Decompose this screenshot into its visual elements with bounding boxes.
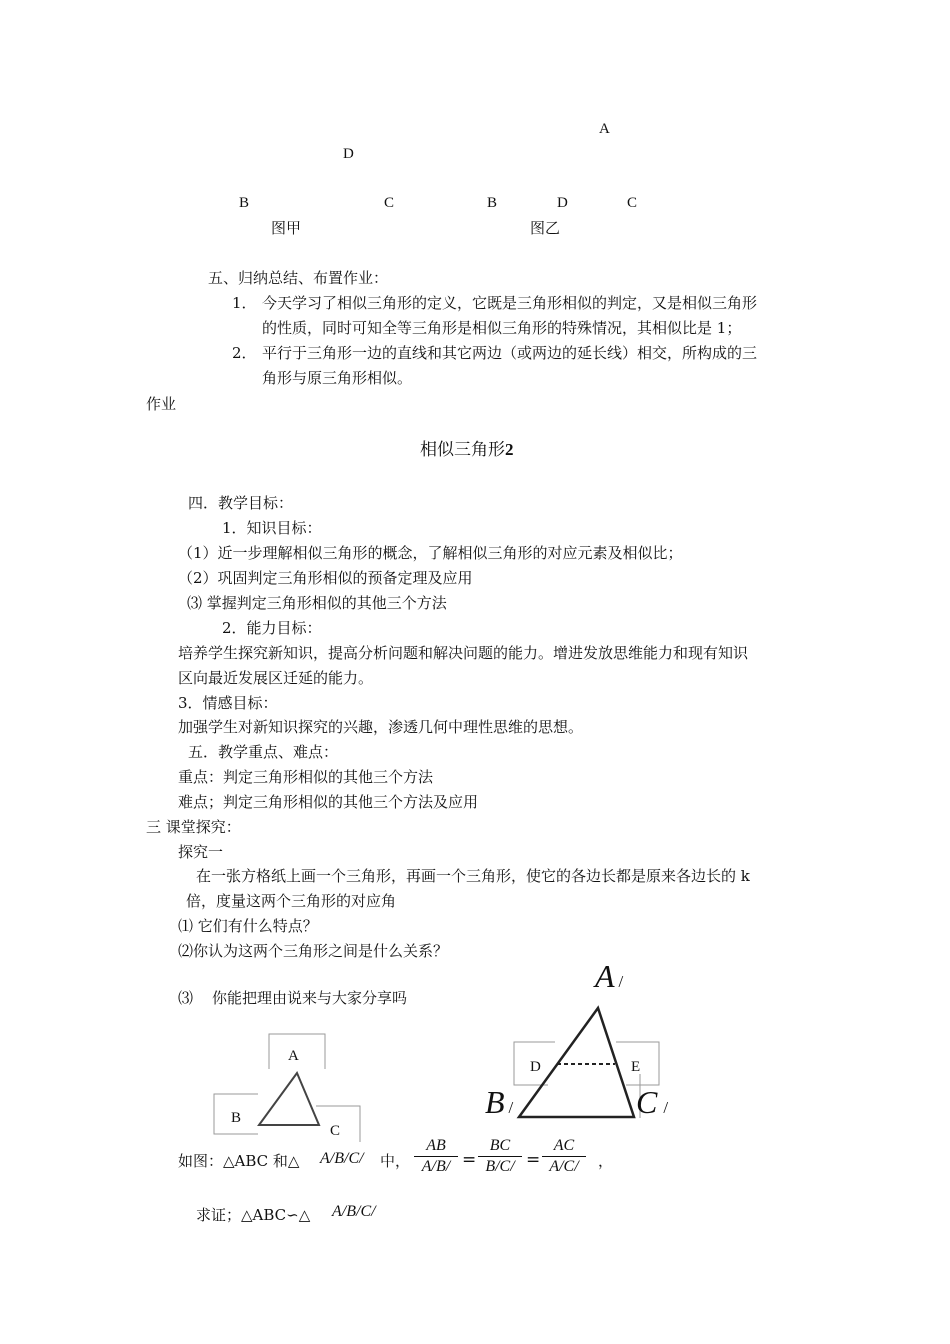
fraction-ac-num: AC [542,1137,586,1157]
fraction-bc-den: B/C/ [485,1158,515,1175]
prove-prefix: 求证；△ABC∽△ [196,1206,311,1224]
summary-item1-line1: 今天学习了相似三角形的定义，它既是三角形相似的判定，又是相似三角形 [262,294,758,312]
fraction-bc [478,1137,522,1176]
summary-item2-num: 2． [232,344,257,362]
fraction-ab-num: AB [414,1137,458,1157]
summary-item2-line2: 角形与原三角形相似。 [262,369,413,387]
small-label-c: C [330,1123,341,1139]
summary-item2-line1: 平行于三角形一边的直线和其它两边（或两边的延长线）相交，所构成的三 [262,344,758,362]
explore-heading: 三 课堂探究： [146,818,241,836]
knowledge-heading: 1．知识目标： [222,519,322,537]
formula-prefix: 如图：△ABC 和△ [178,1152,300,1170]
homework-label: 作业 [146,395,177,413]
large-label-a-letter: A [595,958,615,994]
formula-comma: ， [598,1152,614,1170]
large-label-e: E [631,1059,641,1075]
small-label-a: A [288,1048,299,1064]
caption-yi: 图乙 [530,219,561,237]
formula-mid: 中， [380,1152,411,1170]
large-label-d: D [530,1059,541,1075]
equals-2: = [526,1150,541,1170]
question-3-text: 你能把理由说来与大家分享吗 [212,989,408,1007]
key-point: 重点：判定三角形相似的其他三个方法 [178,768,434,786]
small-label-b: B [231,1110,242,1126]
summary-item1-num: 1． [232,294,257,312]
question-2: ⑵你认为这两个三角形之间是什么关系？ [178,942,449,960]
knowledge-item-1: （1）近一步理解相似三角形的概念，了解相似三角形的对应元素及相似比； [178,544,683,562]
ability-line-2: 区向最近发展区迁延的能力。 [178,669,374,687]
fraction-ab-den: A/B/ [421,1158,451,1175]
large-label-c-letter: C [636,1084,658,1120]
prove-triangle: A/B/C/ [332,1203,376,1220]
fig1-label-d: D [343,146,354,162]
explore-sub: 探究一 [178,843,224,861]
formula-triangle: A/B/C/ [320,1150,364,1167]
large-label-a-prime: / [618,972,624,991]
large-label-b-letter: B [485,1084,505,1120]
goals-heading: 四．教学目标： [188,494,294,512]
emotion-line: 加强学生对新知识探究的兴趣，渗透几何中理性思维的思想。 [178,718,584,736]
fig2-label-d: D [557,195,568,211]
emotion-heading: 3．情感目标： [178,694,278,712]
large-label-a [595,958,623,995]
large-label-c [636,1084,668,1121]
ability-line-1: 培养学生探究新知识，提高分析问题和解决问题的能力。增进发放思维能力和现有知识 [178,644,749,662]
fig2-label-c: C [627,195,638,211]
summary-item1-line2: 的性质，同时可知全等三角形是相似三角形的特殊情况，其相似比是 1； [262,319,742,337]
difficulty-point: 难点；判定三角形相似的其他三个方法及应用 [178,793,479,811]
fig2-label-b: B [487,195,498,211]
caption-jia: 图甲 [271,219,302,237]
small-triangle [259,1073,319,1125]
question-3-num: ⑶ [178,989,194,1007]
section-title-text: 相似三角形 [420,440,505,460]
large-label-b [485,1084,513,1121]
keypoints-heading: 五．教学重点、难点： [188,743,339,761]
fig2-label-a: A [599,121,610,137]
fig1-label-b: B [239,195,250,211]
explore-para-line-1: 在一张方格纸上画一个三角形，再画一个三角形，使它的各边长都是原来各边长的 k [196,867,750,885]
fraction-ac [542,1137,586,1176]
ability-heading: 2．能力目标： [222,619,322,637]
knowledge-item-3: ⑶ 掌握判定三角形相似的其他三个方法 [187,594,447,612]
equals-1: = [462,1150,477,1170]
section-title-num: 2 [505,440,514,459]
summary-heading: 五、归纳总结、布置作业： [208,269,389,287]
large-label-b-prime: / [508,1098,514,1117]
fraction-ac-den: A/C/ [549,1158,579,1175]
large-label-c-prime: / [663,1098,669,1117]
explore-para-line-2: 倍，度量这两个三角形的对应角 [186,892,397,910]
fig1-label-c: C [384,195,395,211]
fraction-bc-num: BC [478,1137,522,1157]
fraction-ab [414,1137,458,1176]
knowledge-item-2: （2）巩固判定三角形相似的预备定理及应用 [178,569,473,587]
question-1: ⑴ 它们有什么特点？ [178,917,318,935]
